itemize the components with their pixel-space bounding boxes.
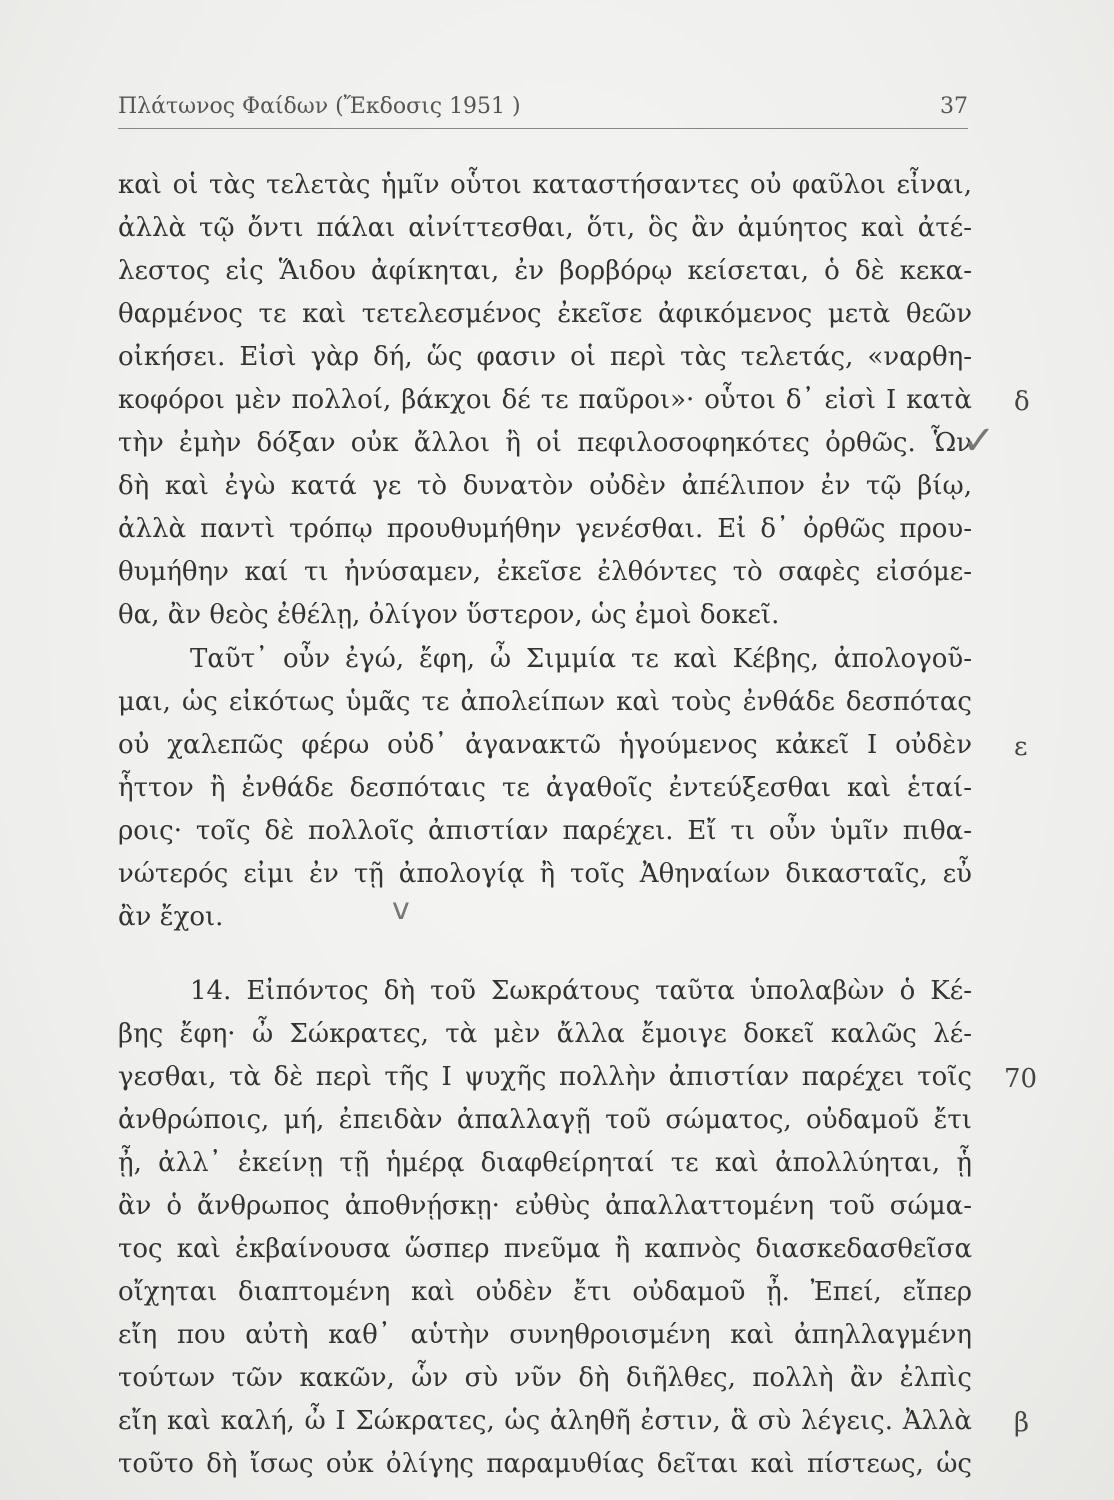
text-line: ἀλλὰ παντὶ τρόπῳ προυθυμήθην γενέσθαι. Εἰ δ᾽ ὀρθῶς πρου- xyxy=(118,514,972,544)
text-line: ἧττον ἢ ἐνθάδε δεσπόταις τε ἀγαθοῖς ἐντεύξεσθαι καὶ ἑταί- xyxy=(118,773,972,803)
text-line: ἀλλὰ τῷ ὄντι πάλαι αἰνίττεσθαι, ὅτι, ὃς ἂν ἀμύητος καὶ ἀτέ- xyxy=(118,213,972,243)
text-line: κοφόροι μὲν πολλοί, βάκχοι δέ τε παῦροι»· οὗτοι δ᾽ εἰσὶ Ι κατὰ xyxy=(118,385,972,415)
pen-checkmark-icon: ✓ xyxy=(962,418,996,464)
text-line: δὴ καὶ ἐγὼ κατά γε τὸ δυνατὸν οὐδὲν ἀπέλιπον ἐν τῷ βίῳ, xyxy=(118,471,972,501)
text-line: ἂν ἔχοι. xyxy=(118,902,224,932)
text-line: εἴη καὶ καλή, ὦ Ι Σώκρατες, ὡς ἀληθῆ ἐστιν, ἃ σὺ λέγεις. Ἀλλὰ xyxy=(118,1406,972,1436)
text-line: ἀνθρώποις, μή, ἐπειδὰν ἀπαλλαγῇ τοῦ σώματος, οὐδαμοῦ ἔτι xyxy=(118,1105,972,1135)
margin-marker-e: ε xyxy=(1014,732,1028,762)
text-line: καὶ οἱ τὰς τελετὰς ἡμῖν οὗτοι καταστήσαντες οὐ φαῦλοι εἶναι, xyxy=(118,170,972,200)
text-line: ἂν ὁ ἄνθρωπος ἀποθνῄσκῃ· εὐθὺς ἀπαλλαττομένη τοῦ σώμα- xyxy=(118,1191,972,1221)
header-rule xyxy=(118,128,968,129)
running-header xyxy=(118,94,968,119)
page-number: 37 xyxy=(940,94,968,119)
text-line: 14. Εἰπόντος δὴ τοῦ Σωκράτους ταῦτα ὑπολαβὼν ὁ Κέ- xyxy=(190,976,972,1006)
text-line: Ταῦτ᾽ οὖν ἐγώ, ἔφη, ὦ Σιμμία τε καὶ Κέβης, ἀπολογοῦ- xyxy=(190,644,972,674)
text-line: λεστος εἰς Ἅιδου ἀφίκηται, ἐν βορβόρῳ κείσεται, ὁ δὲ κεκα- xyxy=(118,256,972,286)
text-line: τὴν ἐμὴν δόξαν οὐκ ἄλλοι ἢ οἱ πεφιλοσοφηκότες ὀρθῶς. Ὧν xyxy=(118,428,972,458)
text-line: οὐ χαλεπῶς φέρω οὐδ᾽ ἀγανακτῶ ἡγούμενος κἀκεῖ Ι οὐδὲν xyxy=(118,730,972,760)
text-line: ᾖ, ἀλλ᾽ ἐκείνῃ τῇ ἡμέρᾳ διαφθείρηταί τε καὶ ἀπολλύηται, ᾗ xyxy=(118,1148,972,1178)
text-line: θυμήθην καί τι ἠνύσαμεν, ἐκεῖσε ἐλθόντες τὸ σαφὲς εἰσόμε- xyxy=(118,557,972,587)
text-line: βης ἔφη· ὦ Σώκρατες, τὰ μὲν ἄλλα ἔμοιγε δοκεῖ καλῶς λέ- xyxy=(118,1019,972,1049)
text-line: τούτων τῶν κακῶν, ὧν σὺ νῦν δὴ διῆλθες, πολλὴ ἂν ἐλπὶς xyxy=(118,1363,972,1393)
text-line: εἴη που αὐτὴ καθ᾽ αὑτὴν συνηθροισμένη καὶ ἀπηλλαγμένη xyxy=(118,1320,972,1350)
running-title: Πλάτωνος Φαίδων (Ἔκδοσις 1951 ) xyxy=(118,94,521,119)
margin-marker-d: δ xyxy=(1014,387,1030,417)
text-line: τοῦτο δὴ ἴσως οὐκ ὀλίγης παραμυθίας δεῖται καὶ πίστεως, ὡς xyxy=(118,1449,972,1479)
margin-marker-b: β xyxy=(1014,1408,1030,1438)
text-line: ροις· τοῖς δὲ πολλοῖς ἀπιστίαν παρέχει. Εἴ τι οὖν ὑμῖν πιθα- xyxy=(118,816,972,846)
text-line: μαι, ὡς εἰκότως ὑμᾶς τε ἀπολείπων καὶ τοὺς ἐνθάδε δεσπότας xyxy=(118,687,972,717)
text-line: νώτερός εἰμι ἐν τῇ ἀπολογίᾳ ἢ τοῖς Ἀθηναίων δικασταῖς, εὖ xyxy=(118,859,972,889)
text-line: οἰκήσει. Εἰσὶ γὰρ δή, ὥς φασιν οἱ περὶ τὰς τελετάς, «ναρθη- xyxy=(118,342,972,372)
pen-tick-icon: ⅴ xyxy=(392,892,410,927)
text-line: γεσθαι, τὰ δὲ περὶ τῆς Ι ψυχῆς πολλὴν ἀπιστίαν παρέχει τοῖς xyxy=(118,1062,972,1092)
text-line: οἴχηται διαπτομένη καὶ οὐδὲν ἔτι οὐδαμοῦ ᾖ. Ἐπεί, εἴπερ xyxy=(118,1277,972,1307)
margin-marker-70: 70 xyxy=(1004,1064,1038,1094)
text-line: θαρμένος τε καὶ τετελεσμένος ἐκεῖσε ἀφικόμενος μετὰ θεῶν xyxy=(118,299,972,329)
text-line: θα, ἂν θεὸς ἐθέλῃ, ὀλίγον ὕστερον, ὡς ἐμοὶ δοκεῖ. xyxy=(118,600,780,630)
text-line: τος καὶ ἐκβαίνουσα ὥσπερ πνεῦμα ἢ καπνὸς διασκεδασθεῖσα xyxy=(118,1234,972,1264)
